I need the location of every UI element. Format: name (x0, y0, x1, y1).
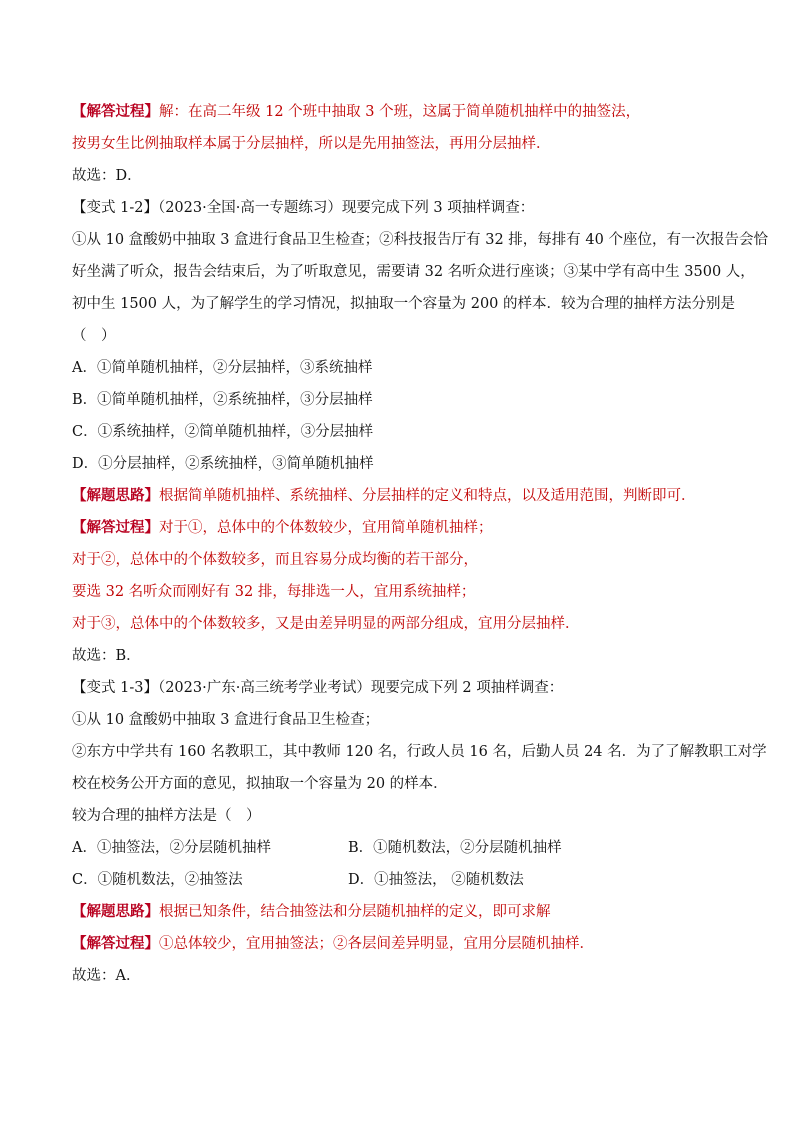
solution-text: ①总体较少，宜用抽签法；②各层间差异明显，宜用分层随机抽样． (159, 936, 594, 952)
option-row (72, 870, 732, 890)
solution-line (72, 102, 732, 122)
question-line: 较为合理的抽样方法是（ ） (72, 808, 261, 824)
idea-text: 根据简单随机抽样、系统抽样、分层抽样的定义和特点，以及适用范围，判断即可． (159, 488, 696, 504)
question-line: 好坐满了听众，报告会结束后，为了听取意见，需要请 32 名听众进行座谈；③某中学有高中生 3500 人， (72, 264, 755, 280)
solution-text: 对于①，总体中的个体数较少，宜用简单随机抽样； (159, 520, 493, 536)
question-line: （ ） (72, 328, 116, 344)
option-d: D．①分层抽样，②系统抽样，③简单随机抽样 (72, 456, 374, 472)
solution-line: 对于②，总体中的个体数较多，而且容易分成均衡的若干部分， (72, 552, 478, 568)
variant-title: 【变式 1-2】（2023·全国·高一专题练习）现要完成下列 3 项抽样调查： (72, 200, 535, 216)
solution-line (72, 934, 732, 954)
solution-line (72, 518, 732, 538)
question-line: ①从 10 盒酸奶中抽取 3 盒进行食品卫生检查；②科技报告厅有 32 排，每排有 40 个座位，有一次报告会恰 (72, 232, 768, 248)
answer-line: 故选：A． (72, 968, 141, 984)
answer-line: 故选：B． (72, 648, 141, 664)
option-c: C．①随机数法，②抽签法 (72, 872, 243, 888)
option-a: A．①抽签法，②分层随机抽样 (72, 840, 271, 856)
solution-line: 要选 32 名听众而刚好有 32 排，每排选一人，宜用系统抽样； (72, 584, 476, 600)
solution-tag: 【解答过程】 (72, 103, 159, 120)
solution-line: 按男女生比例抽取样本属于分层抽样，所以是先用抽签法，再用分层抽样． (72, 136, 551, 152)
answer-line: 故选：D． (72, 168, 142, 184)
question-line: 校在校务公开方面的意见，拟抽取一个容量为 20 的样本． (72, 776, 448, 792)
idea-tag: 【解题思路】 (72, 487, 159, 504)
solution-tag: 【解答过程】 (72, 935, 159, 952)
question-line: 初中生 1500 人，为了解学生的学习情况，拟抽取一个容量为 200 的样本．较为合理的抽样方法分别是 (72, 296, 736, 312)
option-row (72, 838, 732, 858)
question-line: ②东方中学共有 160 名教职工，其中教师 120 名，行政人员 16 名，后勤人员 24 名．为了了解教职工对学 (72, 744, 767, 760)
solution-text: 解：在高二年级 12 个班中抽取 3 个班，这属于简单随机抽样中的抽签法， (159, 104, 641, 120)
option-b: B．①简单随机抽样，②系统抽样，③分层抽样 (72, 392, 373, 408)
option-c: C．①系统抽样，②简单随机抽样，③分层抽样 (72, 424, 374, 440)
variant-title: 【变式 1-3】（2023·广东·高三统考学业考试）现要完成下列 2 项抽样调查： (72, 680, 564, 696)
solution-tag: 【解答过程】 (72, 519, 159, 536)
option-a: A．①简单随机抽样，②分层抽样，③系统抽样 (72, 360, 373, 376)
option-b: B．①随机数法，②分层随机抽样 (348, 840, 562, 856)
idea-text: 根据已知条件，结合抽签法和分层随机抽样的定义，即可求解 (159, 904, 551, 920)
idea-line (72, 486, 732, 506)
solution-line: 对于③，总体中的个体数较多，又是由差异明显的两部分组成，宜用分层抽样． (72, 616, 580, 632)
idea-tag: 【解题思路】 (72, 903, 159, 920)
idea-line (72, 902, 732, 922)
question-line: ①从 10 盒酸奶中抽取 3 盒进行食品卫生检查； (72, 712, 380, 728)
option-d: D．①抽签法， ②随机数法 (348, 872, 524, 888)
